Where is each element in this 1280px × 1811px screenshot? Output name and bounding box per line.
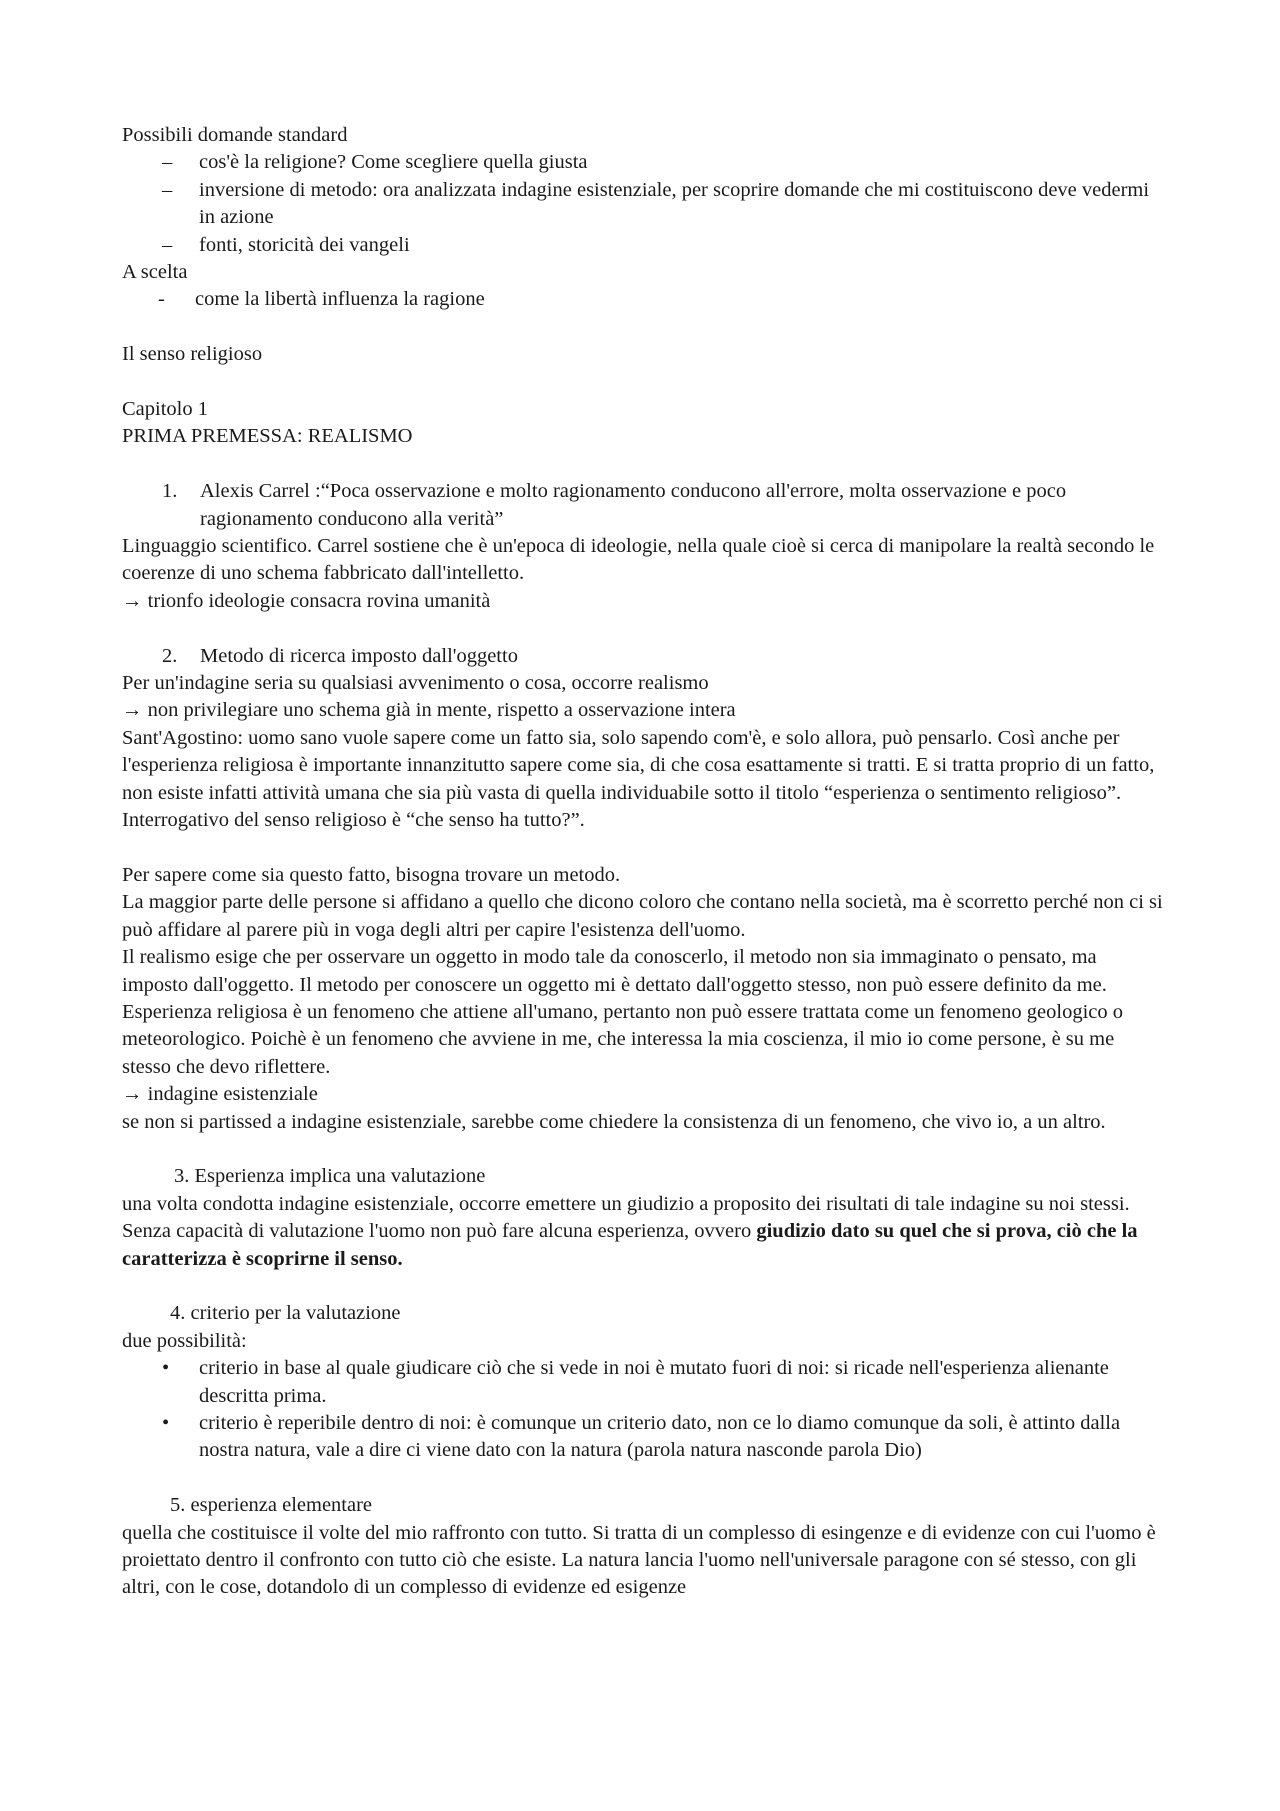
list-item: – cos'è la religione? Come scegliere quella giusta (122, 149, 1167, 176)
arrow-icon: → (122, 1083, 143, 1106)
document-page (122, 122, 1167, 1602)
dash-marker: – (162, 151, 173, 174)
paragraph: Interrogativo del senso religioso è “che senso ha tutto?”. (122, 809, 585, 832)
paragraph: La maggior parte delle persone si affidano a quello che dicono coloro che contano nella società, ma è scorretto perché non ci si può affidare al parere più in voga degli altri per capire l'esistenza dell'uomo. (122, 891, 1163, 941)
dash-marker: - (158, 288, 165, 311)
numbered-item (122, 478, 1167, 533)
standard-question-list (122, 149, 1167, 259)
dash-marker: – (162, 233, 173, 256)
arrow-icon: → (122, 589, 143, 612)
section-heading: 4. criterio per la valutazione (170, 1302, 401, 1325)
section-heading: Metodo di ricerca imposto dall'oggetto (200, 644, 518, 667)
arrow-line: → non privilegiare uno schema già in mente, rispetto a osservazione intera (122, 699, 736, 722)
bold-text: giudizio dato su quel che si prova, ciò che la caratterizza è scoprirne il senso. (122, 1220, 1138, 1270)
dash-marker: – (162, 178, 173, 201)
paragraph: Esperienza religiosa è un fenomeno che attiene all'umano, pertanto non può essere trattata come un fenomeno geologico o meteorologico. Poichè è un fenomeno che avviene in me, che interessa la mia coscienza, il mio io come persone, è su me stesso che devo riflettere. (122, 1000, 1123, 1078)
section-heading: 5. esperienza elementare (170, 1494, 373, 1517)
paragraph: se non si partissed a indagine esistenziale, sarebbe come chiedere la consistenza di un fenomeno, che vivo io, a un altro. (122, 1110, 1106, 1133)
bullet-icon: • (162, 1357, 170, 1380)
section-title: A scelta (122, 261, 188, 284)
book-title: Il senso religioso (122, 343, 263, 366)
arrow-line: → trionfo ideologie consacra rovina umanità (122, 589, 491, 612)
carrel-quote: Alexis Carrel :“Poca osservazione e molto ragionamento conducono all'errore, molta osservazione e poco ragionamento conducono alla verità” (200, 480, 1067, 530)
list-item: – fonti, storicità dei vangeli (122, 232, 1167, 259)
item-number: 2. (162, 644, 178, 667)
list-item: – inversione di metodo: ora analizzata indagine esistenziale, per scoprire domande che mi costituiscono deve vedermi in azione (162, 178, 1150, 229)
paragraph: due possibilità: (122, 1329, 247, 1352)
list-item: • criterio è reperibile dentro di noi: è comunque un criterio dato, non ce lo diamo comunque da soli, è attinto dalla nostra natura, vale a dire ci viene dato con la natura (parola natura nasconde parola Dio) (162, 1411, 1121, 1462)
paragraph: una volta condotta indagine esistenziale, occorre emettere un giudizio a proposito dei risultati di tale indagine su noi stessi. Senza capacità di valutazione l'uomo non può fare alcuna esperienza, ovvero giudizio dato su quel che si prova, ciò che la caratterizza è scoprirne il senso. (122, 1192, 1138, 1270)
paragraph: Il realismo esige che per osservare un oggetto in modo tale da conoscerlo, il metodo non sia immaginato o pensato, ma imposto dall'oggetto. Il metodo per conoscere un oggetto mi è dettato dall'oggetto stesso, non può essere definito da me. (122, 946, 1107, 996)
paragraph: quella che costituisce il volte del mio raffronto con tutto. Si tratta di un complesso di esingenze e di evidenze con cui l'uomo è proiettato dentro il confronto con tutto ciò che esiste. La natura lancia l'uomo nell'universale paragone con sé stesso, con gli altri, con le cose, dotandolo di un complesso di evidenze ed esigenze (122, 1521, 1156, 1599)
arrow-icon: → (122, 699, 143, 722)
premise-title: PRIMA PREMESSA: REALISMO (122, 425, 413, 448)
paragraph: Per sapere come sia questo fatto, bisogna trovare un metodo. (122, 863, 621, 886)
chapter-title: Capitolo 1 (122, 398, 208, 421)
paragraph: Linguaggio scientifico. Carrel sostiene che è un'epoca di ideologie, nella quale cioè si cerca di manipolare la realtà secondo le coerenze di uno schema fabbricato dall'intelletto. (122, 535, 1155, 585)
paragraph: Sant'Agostino: uomo sano vuole sapere come un fatto sia, solo sapendo com'è, e solo allora, può pensarlo. Così anche per l'esperienza religiosa è importante innanzitutto sapere come sia, di che cosa esattamente si tratti. E si tratta proprio di un fatto, non esiste infatti attività umana che sia più vasta di quella individuabile sotto il titolo “esperienza o sentimento religioso”. (122, 726, 1155, 804)
item-number: 1. (162, 480, 178, 503)
section-heading: 3. Esperienza implica una valutazione (174, 1165, 486, 1188)
list-item: - come la libertà influenza la ragione (122, 286, 1167, 313)
paragraph: Per un'indagine seria su qualsiasi avvenimento o cosa, occorre realismo (122, 672, 709, 695)
numbered-item (122, 643, 1167, 670)
bullet-icon: • (162, 1411, 170, 1434)
arrow-line: → indagine esistenziale (122, 1083, 318, 1106)
section-title: Possibili domande standard (122, 124, 348, 146)
list-item: • criterio in base al quale giudicare ciò che si vede in noi è mutato fuori di noi: si ricade nell'esperienza alienante descritta prima. (162, 1357, 1109, 1407)
